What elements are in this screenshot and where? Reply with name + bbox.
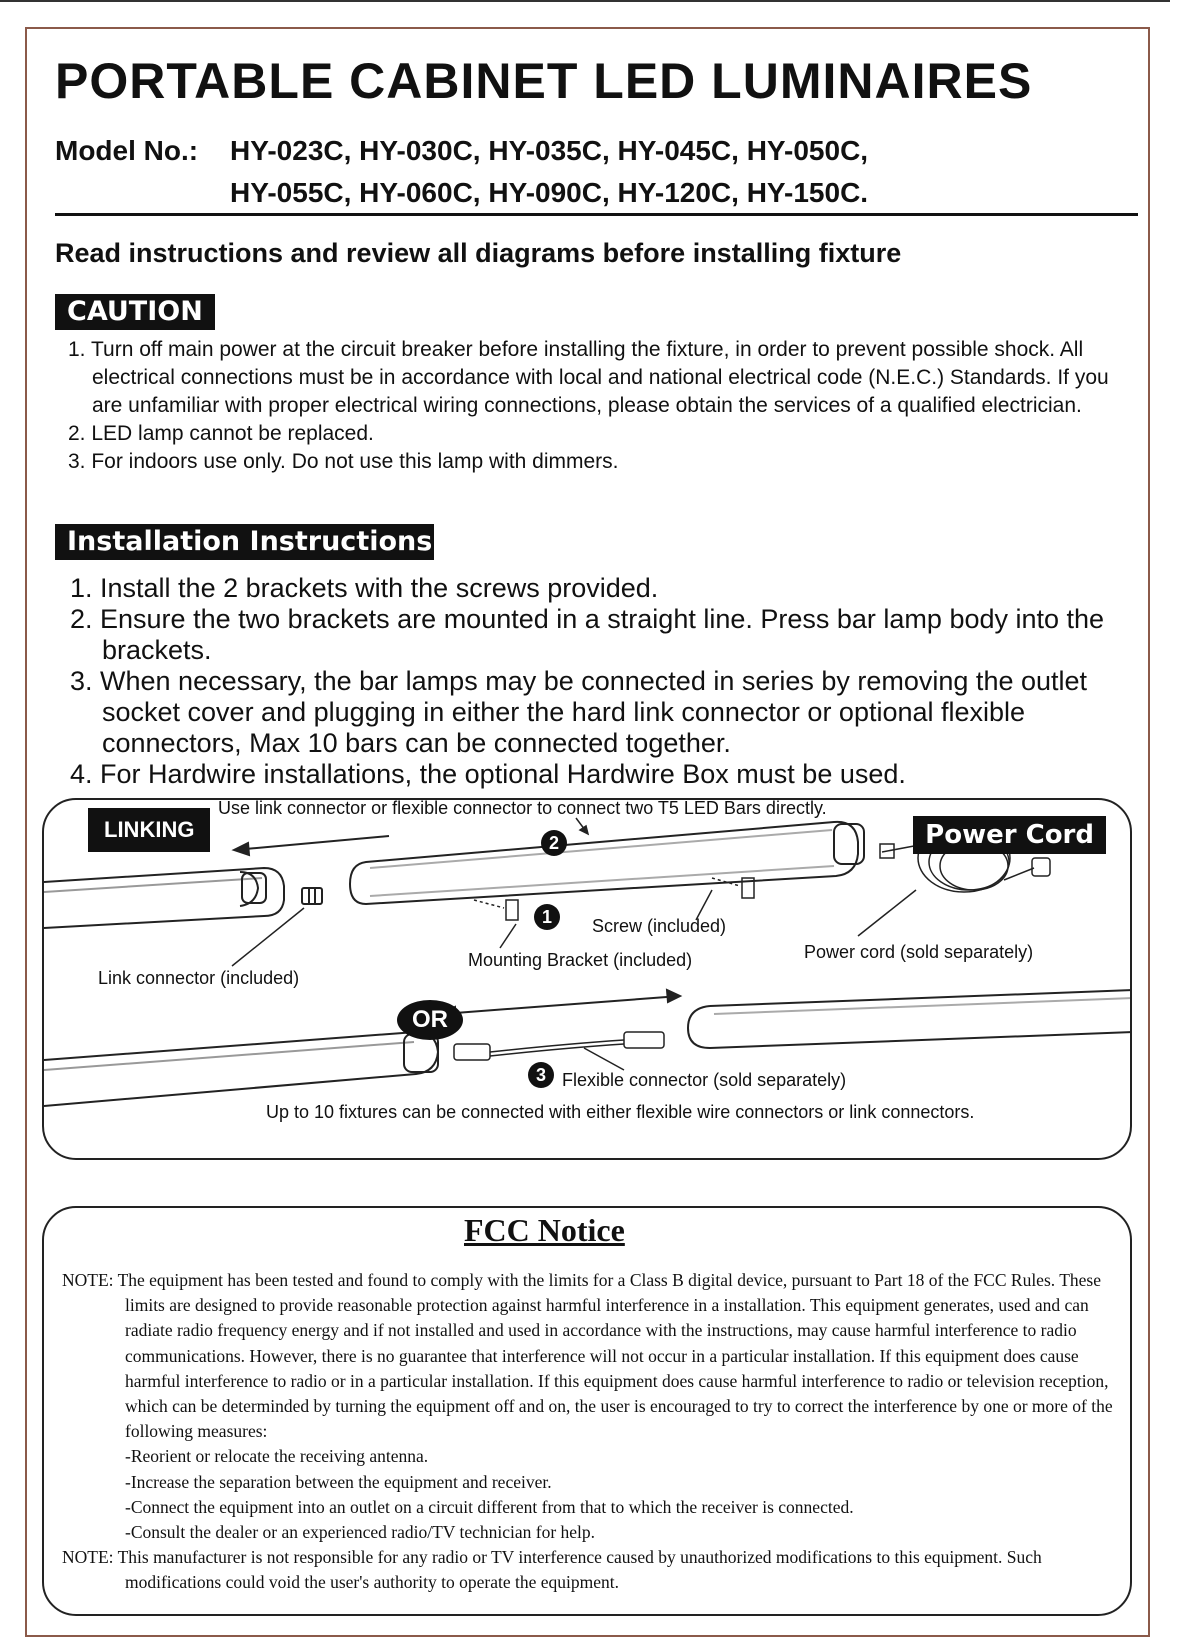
mounting-bracket-label: Mounting Bracket (included) — [468, 950, 693, 970]
step-1-badge: 1 — [534, 904, 560, 930]
diagram-footer: Up to 10 fixtures can be connected with either flexible wire connectors or link connectors. — [266, 1102, 975, 1122]
step-2-badge: 2 — [541, 830, 567, 856]
model-line-2: HY-055C, HY-060C, HY-090C, HY-120C, HY-150C. — [230, 177, 869, 208]
header-divider — [55, 213, 1138, 216]
fcc-note-2: NOTE: This manufacturer is not responsible for any radio or TV interference caused by unauthorized modifications to this equipment. Such modifications could void the user's authority to operate the equipment. — [62, 1547, 1042, 1593]
page-title: PORTABLE CABINET LED LUMINAIRES — [55, 53, 1033, 109]
linking-label: LINKING — [88, 808, 210, 852]
fcc-note-1: NOTE: The equipment has been tested and found to comply with the limits for a Class B digital device, pursuant to Part 18 of the FCC Rules. These limits are designed to provide reasonable protection against harmful interference in a installation. This equipment generates, used and can radiate radio frequency energy and if not installed and used in accordance with the instructions, may cause harmful interference to radio communications. However, there is no guarantee that interference will not occur in a particular installation. If this equipment does cause harmful interference to radio or in a particular installation. If this equipment does cause harmful interference to radio or television reception, which can be determinded by turning the equipment off and on, the user is encouraged to try to correct the interference by one or more of the following measures: — [62, 1270, 1113, 1442]
lower-right-bar — [688, 990, 1132, 1048]
top-rule — [0, 0, 1170, 2]
or-badge: OR — [397, 1000, 463, 1040]
fcc-measure: -Connect the equipment into an outlet on a circuit different from that to which the receiver is connected. — [125, 1496, 854, 1517]
installation-item: 1. Install the 2 brackets with the screws provided. — [70, 573, 659, 603]
fcc-measure: -Reorient or relocate the receiving antenna. — [125, 1446, 429, 1467]
diagram-instruction: Use link connector or flexible connector to connect two T5 LED Bars directly. — [218, 798, 827, 818]
model-line-1: HY-023C, HY-030C, HY-035C, HY-045C, HY-050C, — [230, 135, 869, 166]
linking-diagram — [42, 798, 1132, 1160]
flexible-connector-part — [454, 1032, 664, 1070]
model-label: Model No.: — [55, 135, 199, 166]
fcc-body — [62, 1268, 1117, 1596]
caution-heading: CAUTION — [55, 294, 215, 330]
installation-item: 3. When necessary, the bar lamps may be connected in series by removing the outlet socket cover and plugging in either the hard link connector or optional flexible connectors, Max 10 bars can be connected together. — [70, 666, 1088, 758]
connect-double-arrow — [442, 990, 680, 1019]
left-light-bar — [44, 868, 284, 928]
caution-item: 2. LED lamp cannot be replaced. — [68, 422, 374, 445]
main-light-bar — [350, 822, 864, 904]
lower-left-bar — [44, 1032, 438, 1106]
installation-item: 2. Ensure the two brackets are mounted in a straight line. Press bar lamp body into the brackets. — [70, 604, 1105, 665]
read-instructions-notice: Read instructions and review all diagrams before installing fixture — [55, 238, 902, 268]
caution-item: 3. For indoors use only. Do not use this lamp with dimmers. — [68, 450, 619, 473]
power-cord-note: Power cord (sold separately) — [804, 942, 1034, 962]
flexible-connector-label: Flexible connector (sold separately) — [562, 1070, 847, 1090]
caution-list — [68, 336, 1143, 476]
installation-item: 4. For Hardwire installations, the optional Hardwire Box must be used. — [70, 759, 906, 789]
fcc-notice-box — [42, 1206, 1132, 1616]
power-cord-label: Power Cord — [913, 816, 1106, 854]
installation-list — [70, 573, 1145, 790]
caution-item: 1. Turn off main power at the circuit breaker before installing the fixture, in order to prevent possible shock. All electrical connections must be in accordance with local and national electrical code (N.E.C.) Standards. If you are unfamiliar with proper electrical wiring connections, please obtain the services of a qualified electrician. — [68, 338, 1109, 417]
link-connector-label: Link connector (included) — [98, 968, 300, 988]
link-connector-part — [302, 888, 322, 904]
fcc-measure: -Increase the separation between the equipment and receiver. — [125, 1471, 552, 1492]
step-3-badge: 3 — [528, 1062, 554, 1088]
fcc-title: FCC Notice — [464, 1212, 625, 1248]
model-numbers — [55, 130, 868, 214]
installation-heading: Installation Instructions — [55, 524, 434, 560]
move-left-arrow — [234, 836, 389, 855]
step-2-pointer — [576, 818, 588, 834]
screw-label: Screw (included) — [592, 916, 727, 936]
fcc-measure: -Consult the dealer or an experienced radio/TV technician for help. — [125, 1522, 596, 1543]
